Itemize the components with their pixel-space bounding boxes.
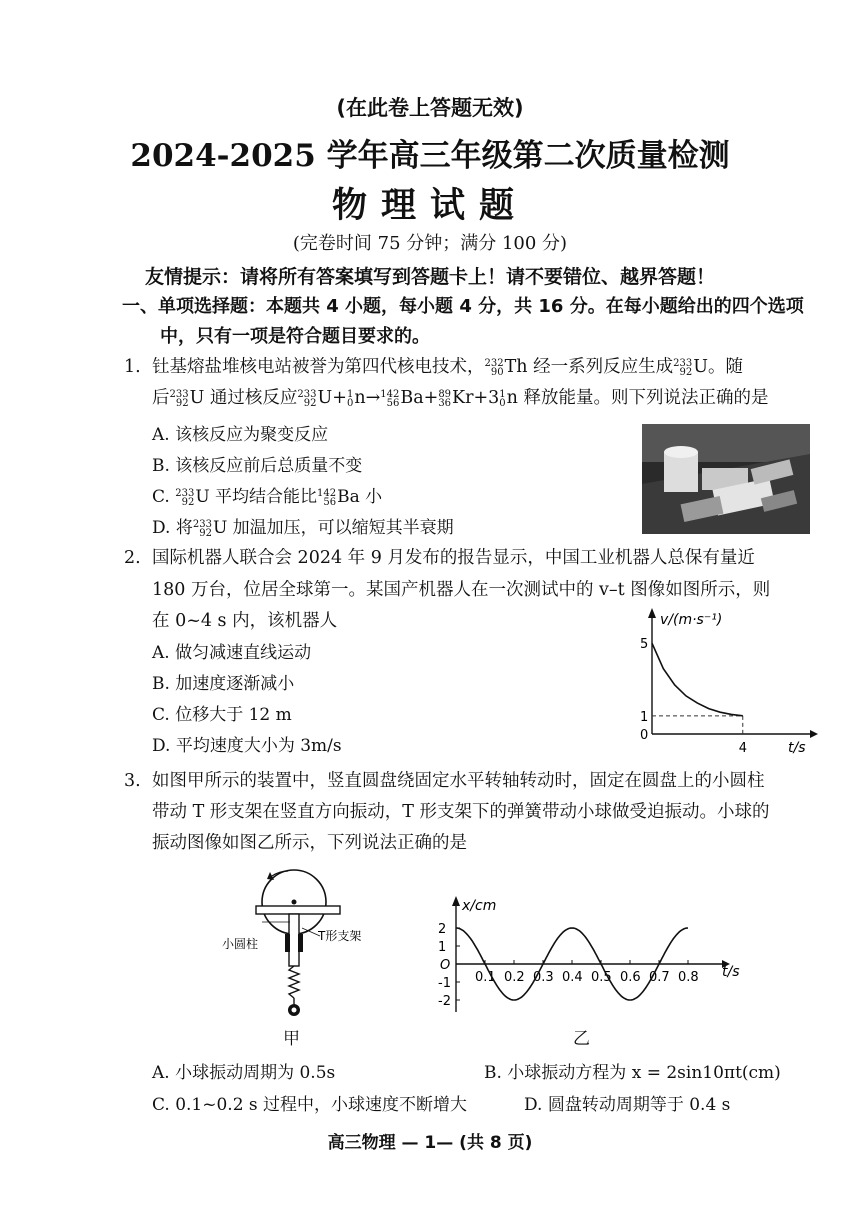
figure-jia-caption: 甲 <box>283 1029 300 1049</box>
q2-stem-line3: 在 0~4 s 内，该机器人 <box>152 611 338 631</box>
vt-tick-4: 4 <box>738 741 748 756</box>
time-info: (完卷时间 75 分钟；满分 100 分) <box>292 233 568 254</box>
q1-text: 钍基熔盐堆核电站被誉为第四代核电技术， <box>152 357 485 377</box>
q3-stem-line1: 如图甲所示的装置中，竖直圆盘绕固定水平转轴转动时，固定在圆盘上的小圆柱 <box>152 771 765 791</box>
vt-y-label: v/(m·s⁻¹) <box>660 612 723 628</box>
q2-option-b: B. 加速度逐渐减小 <box>152 674 295 694</box>
spring <box>289 966 299 998</box>
xt-x-tick: 0.2 <box>504 970 525 985</box>
q2-stem-line2: 180 万台，位居全球第一。某国产机器人在一次测试中的 v–t 图像如图所示，则 <box>152 580 771 600</box>
q3-option-a: A. 小球振动周期为 0.5s <box>152 1063 336 1083</box>
q1-text: 。随 <box>707 357 743 377</box>
q1-stem-line2: 后 233 92 U 通过核反应 233 92 U+ 1 0 n→ 142 56 Ba+ 89 36 Kr+3 1 0 n 释放能量。则下列说法正确的是 <box>152 388 769 409</box>
xt-x-tick: 0.5 <box>591 970 612 985</box>
q2-option-c: C. 位移大于 12 m <box>152 705 292 725</box>
q2-stem-line1: 国际机器人联合会 2024 年 9 月发布的报告显示，中国工业机器人总保有量近 <box>152 548 755 568</box>
xt-origin: O <box>440 958 451 973</box>
q1-option-c: C. 233 92 U 平均结合能比 142 56 Ba 小 <box>152 487 383 508</box>
t-frame-bar <box>256 906 340 914</box>
q1-stem-line1 <box>152 352 743 383</box>
isotope-u: 233 92 <box>169 388 189 409</box>
q1-text: Th <box>504 357 528 377</box>
section-heading-cont: 中，只有一项是符合题目要求的。 <box>160 326 430 347</box>
vt-x-label: t/s <box>788 740 806 756</box>
xt-y-arrow <box>452 896 460 906</box>
q3-stem-line2: 带动 T 形支架在竖直方向振动，T 形支架下的弹簧带动小球做受迫振动。小球的 <box>152 802 770 822</box>
xt-x-label: t/s <box>722 964 740 980</box>
q1-text: 经一系列反应生成 <box>533 357 674 377</box>
q3-stem-line3: 振动图像如图乙所示，下列说法正确的是 <box>152 833 467 853</box>
xt-y-tick: 1 <box>438 940 447 955</box>
xt-x-tick: 0.7 <box>649 970 670 985</box>
guide-right <box>298 934 303 952</box>
q3-option-d: D. 圆盘转动周期等于 0.4 s <box>524 1095 731 1115</box>
xt-x-tick: 0.3 <box>533 970 554 985</box>
q3-number: 3. <box>124 771 141 791</box>
xt-x-tick: 0.8 <box>678 970 699 985</box>
xt-x-tick: 0.6 <box>620 970 641 985</box>
xt-chart <box>404 890 760 1020</box>
subject-title: 物理试题 <box>331 186 528 226</box>
figure-yi-caption: 乙 <box>573 1029 590 1049</box>
xt-y-tick: -2 <box>438 994 451 1009</box>
label-t-frame: T形支架 <box>318 929 362 943</box>
guide-left <box>285 934 290 952</box>
vt-origin: 0 <box>640 728 649 743</box>
section-heading: 一、单项选择题：本题共 4 小题，每小题 4 分，共 16 分。在每小题给出的四个选项 <box>122 296 804 317</box>
t-frame-stem <box>289 914 299 966</box>
axle <box>292 900 297 905</box>
isotope-u: 233 92 <box>673 357 693 378</box>
isotope-th: 232 90 <box>484 357 504 378</box>
vt-tick-5: 5 <box>640 637 649 653</box>
q1-text: U <box>693 357 708 377</box>
vt-y-arrow <box>648 608 656 618</box>
xt-y-label: x/cm <box>462 898 497 914</box>
q2-number: 2. <box>124 548 141 568</box>
page-footer: 高三物理 — 1— (共 8 页) <box>327 1133 533 1153</box>
q3-option-b: B. 小球振动方程为 x = 2sin10πt(cm) <box>484 1063 781 1083</box>
q3-option-c: C. 0.1~0.2 s 过程中，小球速度不断增大 <box>152 1095 468 1115</box>
notice: (在此卷上答题无效) <box>336 96 524 120</box>
xt-x-tick: 0.1 <box>475 970 496 985</box>
xt-x-tick: 0.4 <box>562 970 583 985</box>
xt-y-tick: -1 <box>438 976 451 991</box>
q1-option-b: B. 该核反应前后总质量不变 <box>152 456 363 476</box>
q1-number: 1. <box>124 357 141 377</box>
power-plant-photo <box>642 424 810 534</box>
xt-y-tick: 2 <box>438 922 447 937</box>
q2-option-d: D. 平均速度大小为 3m/s <box>152 736 342 756</box>
answer-tip: 友情提示：请将所有答案填写到答题卡上！请不要错位、越界答题！ <box>144 266 715 288</box>
q2-option-a: A. 做匀减速直线运动 <box>152 643 312 663</box>
vt-curve <box>652 643 743 716</box>
vt-tick-1: 1 <box>640 709 649 725</box>
q1-option-d: D. 将 233 92 U 加温加压，可以缩短其半衰期 <box>152 518 454 539</box>
q1-option-a: A. 该核反应为聚变反应 <box>152 425 329 445</box>
exam-title: 2024-2025 学年高三年级第二次质量检测 <box>130 138 730 174</box>
label-small-cylinder: 小圆柱 <box>222 937 259 951</box>
vt-chart <box>620 606 820 756</box>
vt-x-arrow <box>810 730 818 738</box>
